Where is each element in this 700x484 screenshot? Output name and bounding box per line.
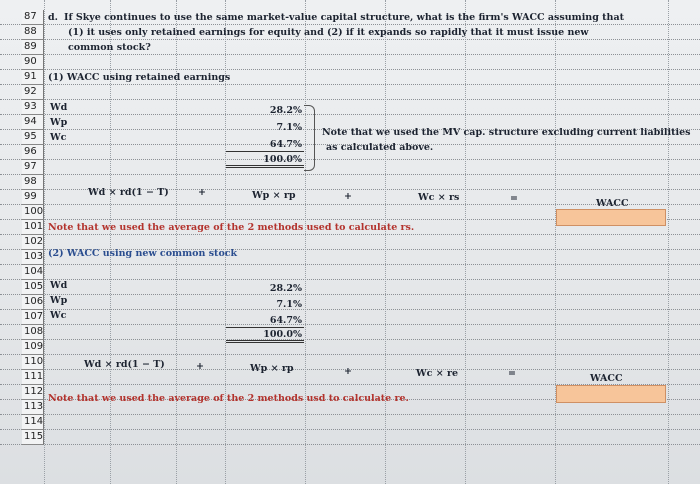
row-number[interactable]: 110 <box>22 355 44 370</box>
label-wc: Wc <box>50 132 67 143</box>
value-wp[interactable]: 7.1% <box>276 122 302 133</box>
row-number[interactable]: 101 <box>22 220 44 235</box>
value-wc-2[interactable]: 64.7% <box>269 315 302 326</box>
row-number[interactable]: 91 <box>22 70 44 85</box>
row-number[interactable]: 93 <box>22 100 44 115</box>
row-number[interactable]: 114 <box>22 415 44 430</box>
formula2-plus1: + <box>196 361 204 372</box>
section1-bottom-note: Note that we used the average of the 2 methods used to calculate rs. <box>48 222 415 233</box>
row-number[interactable]: 97 <box>22 160 44 175</box>
label-wd: Wd <box>50 102 68 113</box>
formula2-term2: Wp × rp <box>250 363 294 374</box>
row-number[interactable]: 88 <box>22 25 44 40</box>
row-number[interactable]: 115 <box>22 430 44 445</box>
col-line <box>668 0 669 484</box>
section2-bottom-note: Note that we used the average of the 2 methods usd to calculate re. <box>48 393 409 404</box>
row-number[interactable]: 103 <box>22 250 44 265</box>
row-number[interactable]: 96 <box>22 145 44 160</box>
formula2-term1: Wd × rd(1 − T) <box>84 359 165 370</box>
wacc-input-cell[interactable] <box>556 209 666 226</box>
formula-equals: = <box>510 193 518 204</box>
row-number[interactable]: 113 <box>22 400 44 415</box>
value-total-2[interactable]: 100.0% <box>263 329 302 340</box>
formula2-plus2: + <box>344 366 352 377</box>
section2-title: (2) WACC using new common stock <box>48 248 238 259</box>
label-wp-2: Wp <box>50 295 68 306</box>
wacc-input-cell-2[interactable] <box>556 385 666 403</box>
sheet-row <box>0 325 700 340</box>
value-wd[interactable]: 28.2% <box>269 105 302 116</box>
section1-title: (1) WACC using retained earnings <box>48 72 231 83</box>
question-line2: (1) it uses only retained earnings for equity and (2) if it expands so rapidly that it must issue new <box>68 27 589 38</box>
sheet-row <box>0 55 700 70</box>
question-line1: If Skye continues to use the same market-value capital structure, what is the firm's WACC assuming that <box>64 12 624 23</box>
total-double-underline <box>226 154 304 168</box>
formula2-equals: = <box>508 368 516 379</box>
label-wp: Wp <box>50 117 68 128</box>
row-number[interactable]: 107 <box>22 310 44 325</box>
sheet-row <box>0 85 700 100</box>
value-wd-2[interactable]: 28.2% <box>269 283 302 294</box>
value-wc[interactable]: 64.7% <box>269 139 302 150</box>
sheet-row <box>0 160 700 175</box>
row-number[interactable]: 95 <box>22 130 44 145</box>
formula-plus1: + <box>198 187 206 198</box>
col-line <box>44 0 45 484</box>
row-number[interactable]: 92 <box>22 85 44 100</box>
section1-note-line2: as calculated above. <box>326 142 434 153</box>
wacc-label-2: WACC <box>590 373 623 384</box>
row-number[interactable]: 99 <box>22 190 44 205</box>
row-number[interactable]: 87 <box>22 10 44 25</box>
row-number[interactable]: 109 <box>22 340 44 355</box>
total-double-underline-2 <box>226 329 304 343</box>
sheet-row <box>0 100 700 115</box>
row-number[interactable]: 108 <box>22 325 44 340</box>
sheet-row <box>0 280 700 295</box>
sum-underline-2 <box>226 315 304 328</box>
sheet-row <box>0 265 700 280</box>
label-wd-2: Wd <box>50 280 68 291</box>
row-number[interactable]: 106 <box>22 295 44 310</box>
sheet-row <box>0 430 700 445</box>
wacc-label: WACC <box>596 198 629 209</box>
row-number[interactable]: 98 <box>22 175 44 190</box>
question-line3: common stock? <box>68 42 151 53</box>
value-total[interactable]: 100.0% <box>263 154 302 165</box>
row-number[interactable]: 94 <box>22 115 44 130</box>
col-line <box>465 0 466 484</box>
question-label: d. <box>48 12 58 23</box>
row-number[interactable]: 100 <box>22 205 44 220</box>
section1-note-line1: Note that we used the MV cap. structure excluding current liabilities <box>322 127 691 138</box>
formula-plus2: + <box>344 191 352 202</box>
col-line <box>555 0 556 484</box>
formula-term1: Wd × rd(1 − T) <box>88 187 169 198</box>
row-number[interactable]: 104 <box>22 265 44 280</box>
sheet-row <box>0 295 700 310</box>
value-wp-2[interactable]: 7.1% <box>276 299 302 310</box>
col-line <box>385 0 386 484</box>
formula2-term3: Wc × re <box>416 368 459 379</box>
row-number[interactable]: 89 <box>22 40 44 55</box>
col-line <box>305 0 306 484</box>
formula-term3: Wc × rs <box>418 192 460 203</box>
row-number[interactable]: 105 <box>22 280 44 295</box>
row-number[interactable]: 102 <box>22 235 44 250</box>
weights-bracket <box>304 105 315 171</box>
sheet-row <box>0 340 700 355</box>
sheet-row <box>0 310 700 325</box>
row-number[interactable]: 111 <box>22 370 44 385</box>
sum-underline <box>226 139 304 152</box>
sheet-row <box>0 415 700 430</box>
row-number[interactable]: 112 <box>22 385 44 400</box>
label-wc-2: Wc <box>50 310 67 321</box>
row-number[interactable]: 90 <box>22 55 44 70</box>
formula-term2: Wp × rp <box>252 190 296 201</box>
